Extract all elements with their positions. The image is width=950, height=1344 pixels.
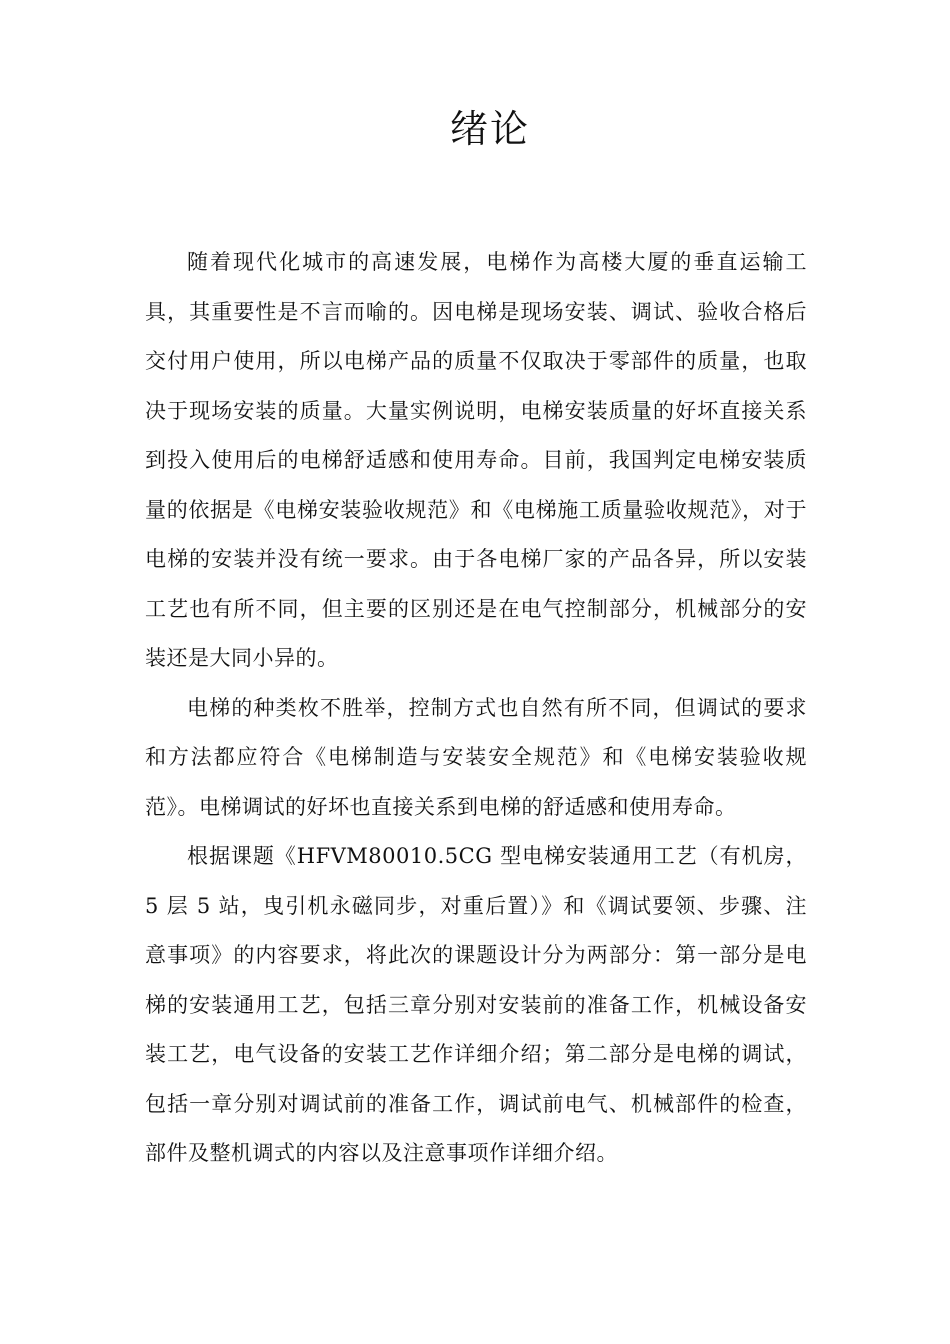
page-title: 绪论 <box>449 107 530 151</box>
paragraph-2: 电梯的种类枚不胜举，控制方式也自然有所不同，但调试的要求和方法都应符合《电梯制造与安装安全规范》和《电梯安装验收规范》。电梯调试的好坏也直接关系到电梯的舒适感和使用寿命。 <box>145 695 807 819</box>
document-body <box>145 238 807 1179</box>
paragraph-1: 随着现代化城市的高速发展，电梯作为高楼大厦的垂直运输工具，其重要性是不言而喻的。因电梯是现场安装、调试、验收合格后交付用户使用，所以电梯产品的质量不仅取决于零部件的质量，也取决于现场安装的质量。大量实例说明，电梯安装质量的好坏直接关系到投入使用后的电梯舒适感和使用寿命。目前，我国判定电梯安装质量的依据是《电梯安装验收规范》和《电梯施工质量验收规范》，对于电梯的安装并没有统一要求。由于各电梯厂家的产品各异，所以安装工艺也有所不同，但主要的区别还是在电气控制部分，机械部分的安装还是大同小异的。 <box>145 250 807 670</box>
paragraph-3: 根据课题《HFVM80010.5CG 型电梯安装通用工艺（有机房，5 层 5 站，曳引机永磁同步，对重后置）》和《调试要领、步骤、注意事项》的内容要求，将此次的课题设计分为两部分：第一部分是电梯的安装通用工艺，包括三章分别对安装前的准备工作，机械设备安装工艺，电气设备的安装工艺作详细介绍；第二部分是电梯的调试，包括一章分别对调试前的准备工作，调试前电气、机械部件的检查，部件及整机调式的内容以及注意事项作详细介绍。 <box>145 844 807 1165</box>
